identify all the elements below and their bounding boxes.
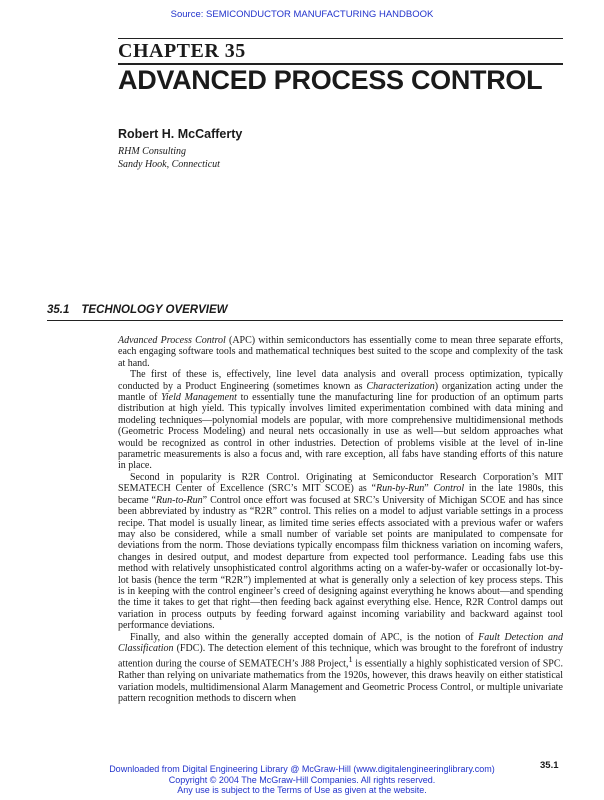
section-number: 35.1 (47, 304, 70, 316)
paragraph-3: Second in popularity is R2R Control. Originating at Semiconductor Research Corporation’s MIT SEMATECH Center of Excellence (SRC’s MIT SCOE) as “Run-by-Run” Control in the late 1980s, this became “Run-to-Run” Control once effort was focused at SRC’s University of Michigan SCOE and has since been abbreviated by industry as “R2R” control. This relies on a model to adjust variable settings in a process recipe. That model is usually linear, as limited time series effects associated with a previous wafer or wafers may also be considered, while a small number of variable set points are manipulated to compensate for deviations from the norm. Those deviations typically encompass film thickness variation on incoming wafers, changes in desired output, and modest departure from expected tool performance. Leading fabs use this method with relatively unsophisticated control algorithms acting on a wafer-by-wafer or occasionally lot-by-lot basis (hence the term “R2R”) implemented at what is generally only a selection of key process steps. This is in keeping with the control engineer’s creed of designing against everything he knows about—and spending the time it takes to get that right—then feeding back against everything else. Hence, R2R Control damps out variation in process outputs by feeding forward against incoming variability and backward against tool performance deviations. (118, 471, 563, 632)
footer-terms-link[interactable]: Any use is subject to the Terms of Use as given at the website. (177, 785, 427, 795)
footer-copyright[interactable]: Copyright © 2004 The McGraw-Hill Companies. All rights reserved. (168, 775, 436, 785)
author-location: Sandy Hook, Connecticut (118, 159, 220, 170)
source-link[interactable]: Source: SEMICONDUCTOR MANUFACTURING HANDBOOK (170, 9, 434, 20)
page-number: 35.1 (540, 760, 559, 771)
chapter-label: CHAPTER 35 (118, 40, 246, 62)
author-affiliation: RHM Consulting (118, 146, 187, 157)
body-text (118, 335, 563, 704)
section-rule (47, 320, 563, 321)
section-heading (47, 304, 228, 316)
paragraph-4: Finally, and also within the generally accepted domain of APC, is the notion of Fault Detection and Classification (FDC). The detection element of this technique, which was brought to the forefront of industry attention during the course of SEMATECH’s J88 Project,$^1$ is essentially a highly sophisticated version of SPC. Rather than relying on univariate mathematics from the 1920s, however, this draws heavily on either statistical variation models, multidimensional Alarm Management and Geometric Process Control, or multiple univariate pattern recognition methods to discern when (118, 631, 563, 704)
author-name: Robert H. McCafferty (118, 127, 243, 141)
footer-download-link[interactable]: Downloaded from Digital Engineering Library @ McGraw-Hill (www.digitalengineeringlibrary.com) (109, 764, 495, 774)
paragraph-1: Advanced Process Control (APC) within semiconductors has essentially come to mean three separate efforts, each engaging software tools and mathematical techniques best suited to the scope and complexity of the task at hand. (118, 335, 563, 369)
paragraph-2: The first of these is, effectively, line level data analysis and overall process optimization, typically conducted by a Product Engineering (sometimes known as Characterization) organization acting under the mantle of Yield Management to essentially tune the manufacturing line for production of an optimum parts distribution at high yield. This typically involves limited experimentation combined with data mining and modeling techniques—polynomial models are popular, with more comprehensive multidimensional methods (Geometric Process Modeling) and neural nets occasionally in use as well—but seldom approaches what would be recognized as control in other industries. Detection of problems visible at the level of in-line parametric measurements is also a focus and, with rare exception, all fabs have standing efforts of this nature in place. (118, 369, 563, 472)
section-title: TECHNOLOGY OVERVIEW (81, 304, 228, 316)
chapter-title: ADVANCED PROCESS CONTROL (118, 65, 543, 95)
chapter-top-rule (118, 38, 563, 39)
footnote-ref[interactable]: 1 (348, 655, 353, 665)
